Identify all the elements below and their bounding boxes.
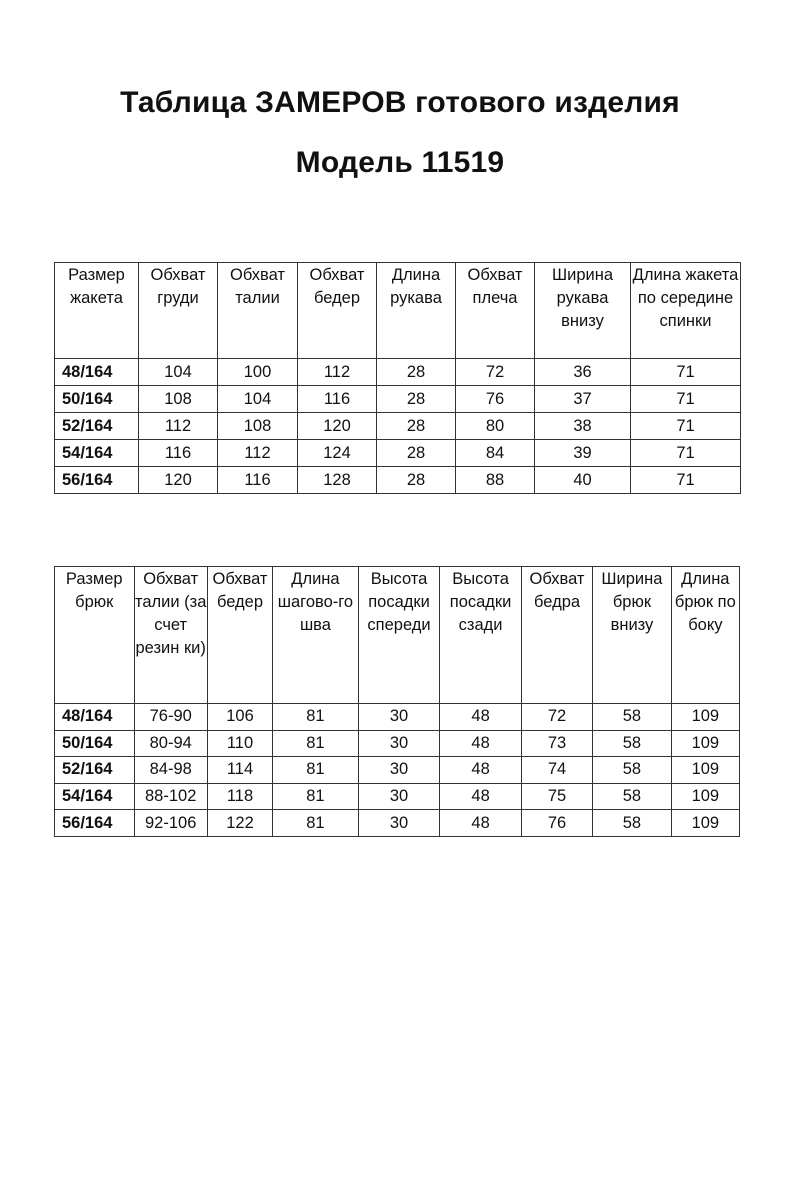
- table-cell: 37: [535, 386, 631, 413]
- document-title: Таблица ЗАМЕРОВ готового изделия: [120, 86, 680, 119]
- table-cell: 112: [139, 413, 218, 440]
- jacket-header-waist: Обхват талии: [218, 263, 298, 359]
- table-row: [55, 783, 740, 810]
- table-cell: 80-94: [134, 730, 207, 757]
- table-cell: 48: [440, 810, 522, 837]
- table-cell: 58: [593, 757, 671, 784]
- table-cell: 72: [521, 704, 592, 731]
- table-cell: 58: [593, 730, 671, 757]
- jacket-header-shoulder: Обхват плеча: [456, 263, 535, 359]
- table-row: [55, 386, 741, 413]
- table-cell: 81: [273, 810, 359, 837]
- table-cell: 92-106: [134, 810, 207, 837]
- table-cell: 88-102: [134, 783, 207, 810]
- table-cell: 122: [207, 810, 272, 837]
- table-cell: 81: [273, 757, 359, 784]
- table-cell: 39: [535, 440, 631, 467]
- table-cell: 58: [593, 810, 671, 837]
- jacket-measurements-table: [54, 262, 741, 494]
- jacket-header-size: Размер жакета: [55, 263, 139, 359]
- table-cell: 76: [521, 810, 592, 837]
- table-cell: 74: [521, 757, 592, 784]
- table-cell: 106: [207, 704, 272, 731]
- table-cell: 109: [671, 757, 739, 784]
- table-cell: 81: [273, 783, 359, 810]
- table-cell: 71: [631, 386, 741, 413]
- jacket-header-chest: Обхват груди: [139, 263, 218, 359]
- table-row: [55, 704, 740, 731]
- table-cell: 104: [139, 359, 218, 386]
- table-row: [55, 730, 740, 757]
- table-cell-size: 50/164: [55, 730, 135, 757]
- table-cell: 71: [631, 413, 741, 440]
- table-cell: 109: [671, 810, 739, 837]
- table-cell: 30: [358, 783, 440, 810]
- table-cell: 28: [377, 440, 456, 467]
- table-cell: 120: [298, 413, 377, 440]
- table-cell: 108: [139, 386, 218, 413]
- pants-header-row: [55, 567, 740, 704]
- table-cell-size: 48/164: [55, 704, 135, 731]
- table-cell: 71: [631, 359, 741, 386]
- table-cell: 88: [456, 467, 535, 494]
- table-cell: 116: [218, 467, 298, 494]
- table-cell: 76-90: [134, 704, 207, 731]
- table-cell: 28: [377, 386, 456, 413]
- pants-header-inseam: Длина шагово-го шва: [273, 567, 359, 704]
- table-cell: 116: [298, 386, 377, 413]
- table-cell: 120: [139, 467, 218, 494]
- table-cell: 72: [456, 359, 535, 386]
- table-cell: 112: [218, 440, 298, 467]
- table-cell: 110: [207, 730, 272, 757]
- table-cell: 75: [521, 783, 592, 810]
- table-row: [55, 359, 741, 386]
- table-cell: 58: [593, 783, 671, 810]
- table-cell: 48: [440, 704, 522, 731]
- table-cell: 84: [456, 440, 535, 467]
- table-cell: 28: [377, 467, 456, 494]
- table-cell: 76: [456, 386, 535, 413]
- table-cell: 30: [358, 810, 440, 837]
- table-cell-size: 56/164: [55, 467, 139, 494]
- table-cell: 38: [535, 413, 631, 440]
- table-row: [55, 467, 741, 494]
- table-cell-size: 54/164: [55, 783, 135, 810]
- table-cell: 48: [440, 730, 522, 757]
- pants-header-side-length: Длина брюк по боку: [671, 567, 739, 704]
- jacket-header-hips: Обхват бедер: [298, 263, 377, 359]
- table-cell: 84-98: [134, 757, 207, 784]
- table-cell-size: 56/164: [55, 810, 135, 837]
- table-cell: 116: [139, 440, 218, 467]
- table-row: [55, 810, 740, 837]
- table-cell-size: 54/164: [55, 440, 139, 467]
- pants-header-front-rise: Высота посадки спереди: [358, 567, 440, 704]
- table-row: [55, 757, 740, 784]
- jacket-header-row: [55, 263, 741, 359]
- pants-header-back-rise: Высота посадки сзади: [440, 567, 522, 704]
- table-cell: 104: [218, 386, 298, 413]
- jacket-header-sleeve-width: Ширина рукава внизу: [535, 263, 631, 359]
- table-cell: 109: [671, 704, 739, 731]
- jacket-header-sleeve-length: Длина рукава: [377, 263, 456, 359]
- table-cell: 58: [593, 704, 671, 731]
- table-cell-size: 52/164: [55, 413, 139, 440]
- table-cell: 128: [298, 467, 377, 494]
- table-row: [55, 413, 741, 440]
- pants-header-thigh: Обхват бедра: [521, 567, 592, 704]
- pants-header-hem-width: Ширина брюк внизу: [593, 567, 671, 704]
- pants-header-hips: Обхват бедер: [207, 567, 272, 704]
- pants-measurements-table: [54, 566, 740, 837]
- table-cell: 81: [273, 730, 359, 757]
- table-cell: 30: [358, 757, 440, 784]
- table-cell-size: 52/164: [55, 757, 135, 784]
- table-cell: 114: [207, 757, 272, 784]
- table-cell: 30: [358, 704, 440, 731]
- table-row: [55, 440, 741, 467]
- table-cell: 73: [521, 730, 592, 757]
- table-cell: 109: [671, 730, 739, 757]
- table-cell: 112: [298, 359, 377, 386]
- table-cell: 28: [377, 413, 456, 440]
- table-cell: 100: [218, 359, 298, 386]
- table-cell: 80: [456, 413, 535, 440]
- table-cell-size: 50/164: [55, 386, 139, 413]
- table-cell: 48: [440, 757, 522, 784]
- table-cell: 28: [377, 359, 456, 386]
- pants-header-waist: Обхват талии (за счет резин ки): [134, 567, 207, 704]
- jacket-header-jacket-length: Длина жакета по середине спинки: [631, 263, 741, 359]
- table-cell: 124: [298, 440, 377, 467]
- table-cell: 108: [218, 413, 298, 440]
- model-title: Модель 11519: [295, 146, 505, 179]
- table-cell: 71: [631, 467, 741, 494]
- table-cell: 109: [671, 783, 739, 810]
- table-cell: 81: [273, 704, 359, 731]
- table-cell: 48: [440, 783, 522, 810]
- table-cell: 40: [535, 467, 631, 494]
- table-cell: 71: [631, 440, 741, 467]
- pants-header-size: Размер брюк: [55, 567, 135, 704]
- table-cell-size: 48/164: [55, 359, 139, 386]
- table-cell: 118: [207, 783, 272, 810]
- table-cell: 36: [535, 359, 631, 386]
- table-cell: 30: [358, 730, 440, 757]
